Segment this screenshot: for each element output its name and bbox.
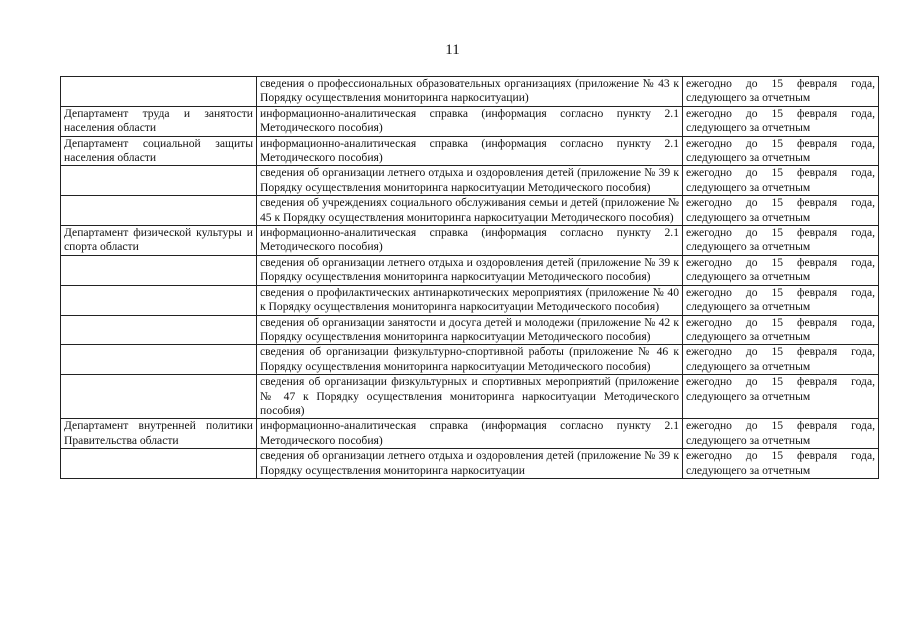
info-cell: сведения об организации физкультурных и спортивных мероприятий (приложение № 47 к Порядку осуществления мониторинга наркоситуации Методического пособия) bbox=[257, 375, 683, 419]
department-cell: Департамент труда и занятости населения области bbox=[61, 106, 257, 136]
info-cell: сведения об организации летнего отдыха и оздоровления детей (приложение № 39 к Порядку осуществления мониторинга наркоситуации Методического пособия) bbox=[257, 166, 683, 196]
info-cell: сведения об организации летнего отдыха и оздоровления детей (приложение № 39 к Порядку осуществления мониторинга наркоситуации bbox=[257, 449, 683, 479]
table-row bbox=[61, 136, 879, 166]
deadline-cell: ежегодно до 15 февраля года, следующего за отчетным bbox=[683, 226, 879, 256]
table-row bbox=[61, 106, 879, 136]
monitoring-table bbox=[60, 76, 879, 479]
deadline-cell: ежегодно до 15 февраля года, следующего за отчетным bbox=[683, 77, 879, 107]
info-cell: информационно-аналитическая справка (информация согласно пункту 2.1 Методического пособия) bbox=[257, 226, 683, 256]
deadline-cell: ежегодно до 15 февраля года, следующего за отчетным bbox=[683, 166, 879, 196]
department-cell bbox=[61, 375, 257, 419]
department-cell: Департамент социальной защиты населения области bbox=[61, 136, 257, 166]
department-cell bbox=[61, 345, 257, 375]
info-cell: сведения об организации занятости и досуга детей и молодежи (приложение № 42 к Порядку осуществления мониторинга наркоситуации Методического пособия) bbox=[257, 315, 683, 345]
deadline-cell: ежегодно до 15 февраля года, следующего за отчетным bbox=[683, 419, 879, 449]
department-cell bbox=[61, 77, 257, 107]
deadline-cell: ежегодно до 15 февраля года, следующего за отчетным bbox=[683, 375, 879, 419]
table-row bbox=[61, 375, 879, 419]
department-cell bbox=[61, 196, 257, 226]
department-cell: Департамент внутренней политики Правительства области bbox=[61, 419, 257, 449]
table-row bbox=[61, 345, 879, 375]
deadline-cell: ежегодно до 15 февраля года, следующего за отчетным bbox=[683, 449, 879, 479]
info-cell: сведения об организации физкультурно-спортивной работы (приложение № 46 к Порядку осуществления мониторинга наркоситуации Методического пособия) bbox=[257, 345, 683, 375]
info-cell: информационно-аналитическая справка (информация согласно пункту 2.1 Методического пособия) bbox=[257, 136, 683, 166]
info-cell: сведения об организации летнего отдыха и оздоровления детей (приложение № 39 к Порядку осуществления мониторинга наркоситуации Методического пособия) bbox=[257, 255, 683, 285]
table-row bbox=[61, 166, 879, 196]
table-row bbox=[61, 196, 879, 226]
department-cell bbox=[61, 285, 257, 315]
deadline-cell: ежегодно до 15 февраля года, следующего за отчетным bbox=[683, 315, 879, 345]
table-row bbox=[61, 285, 879, 315]
deadline-cell: ежегодно до 15 февраля года, следующего за отчетным bbox=[683, 196, 879, 226]
deadline-cell: ежегодно до 15 февраля года, следующего за отчетным bbox=[683, 255, 879, 285]
table-row bbox=[61, 419, 879, 449]
table-row bbox=[61, 315, 879, 345]
deadline-cell: ежегодно до 15 февраля года, следующего за отчетным bbox=[683, 106, 879, 136]
deadline-cell: ежегодно до 15 февраля года, следующего за отчетным bbox=[683, 285, 879, 315]
info-cell: сведения о профилактических антинаркотических мероприятиях (приложение № 40 к Порядку осуществления мониторинга наркоситуации Методического пособия) bbox=[257, 285, 683, 315]
info-cell: информационно-аналитическая справка (информация согласно пункту 2.1 Методического пособия) bbox=[257, 106, 683, 136]
table-row bbox=[61, 449, 879, 479]
page-number: 11 bbox=[445, 42, 460, 58]
table-row bbox=[61, 226, 879, 256]
department-cell bbox=[61, 166, 257, 196]
table-row bbox=[61, 255, 879, 285]
department-cell bbox=[61, 449, 257, 479]
department-cell bbox=[61, 315, 257, 345]
table-row bbox=[61, 77, 879, 107]
info-cell: сведения о профессиональных образовательных организациях (приложение № 43 к Порядку осуществления мониторинга наркоситуации) bbox=[257, 77, 683, 107]
info-cell: информационно-аналитическая справка (информация согласно пункту 2.1 Методического пособия) bbox=[257, 419, 683, 449]
info-cell: сведения об учреждениях социального обслуживания семьи и детей (приложение № 45 к Порядку осуществления мониторинга наркоситуации Методического пособия) bbox=[257, 196, 683, 226]
department-cell bbox=[61, 255, 257, 285]
deadline-cell: ежегодно до 15 февраля года, следующего за отчетным bbox=[683, 136, 879, 166]
department-cell: Департамент физической культуры и спорта области bbox=[61, 226, 257, 256]
deadline-cell: ежегодно до 15 февраля года, следующего за отчетным bbox=[683, 345, 879, 375]
